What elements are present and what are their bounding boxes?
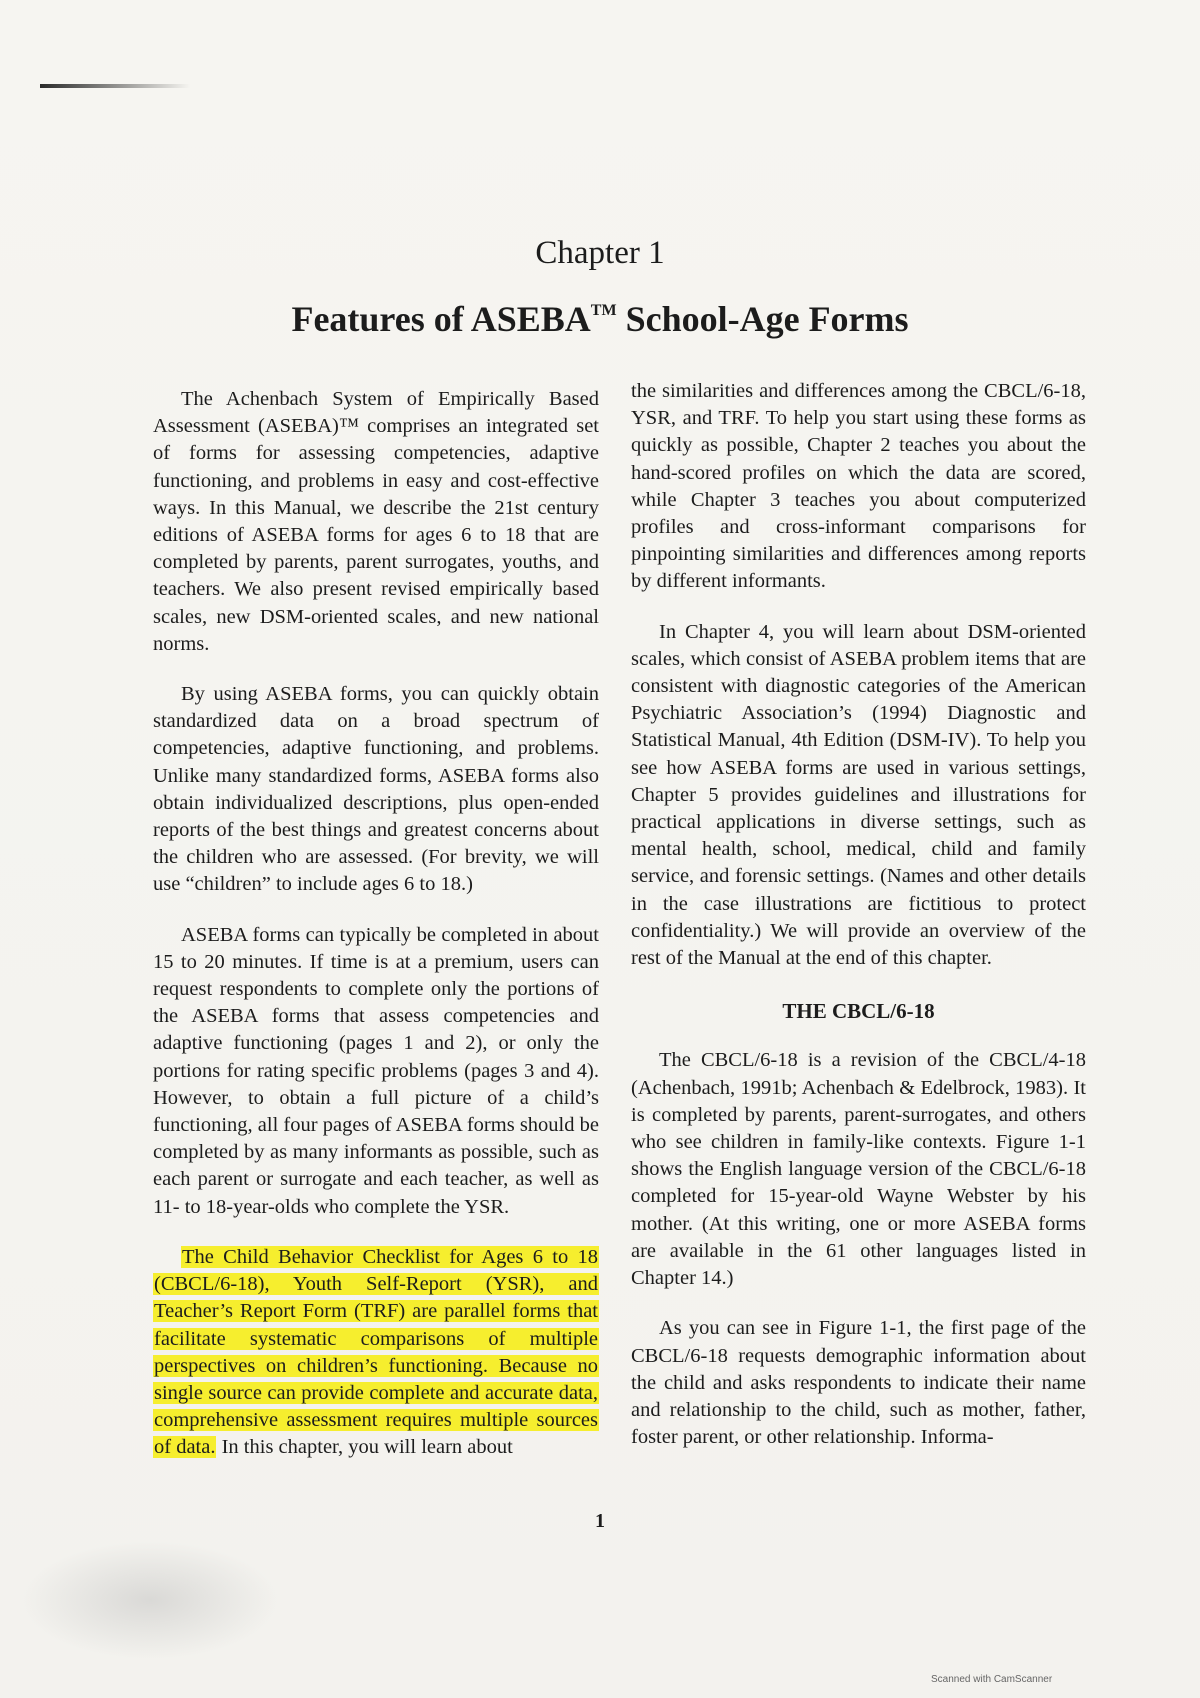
scanner-watermark: Scanned with CamScanner <box>931 1674 1053 1685</box>
trademark-mark: TM <box>590 302 617 319</box>
chapter-title-part1: Features of ASEBA <box>291 299 591 339</box>
right-paragraph-3: The CBCL/6-18 is a revision of the CBCL/4-18 (Achenbach, 1991b; Achenbach & Edelbrock, 1983). It is completed by parents, parent-surrogates, and others who see children in family-like contexts. Figure 1-1 shows the English language version of the CBCL/6-18 completed for 15-year-old Wayne Webster by his mother. (At this writing, one or more ASEBA forms are available in the 61 other languages listed in Chapter 14.) <box>631 1049 1086 1290</box>
scan-edge-mark <box>40 84 190 88</box>
right-paragraph-2: In Chapter 4, you will learn about DSM-oriented scales, which consist of ASEBA problem items that are consistent with diagnostic categories of the American Psychiatric Association’s (1994) Diagnostic and Statistical Manual, 4th Edition (DSM-IV). To help you see how ASEBA forms are used in various settings, Chapter 5 provides guidelines and illustrations for practical applications in diverse settings, such as mental health, school, medical, child and family service, and forensic settings. (Names and other details in the case illustrations are fictitious to protect confidentiality.) We will provide an overview of the rest of the Manual at the end of this chapter. <box>631 620 1086 970</box>
chapter-label: Chapter 1 <box>535 235 665 271</box>
right-column <box>631 378 1086 1474</box>
highlighted-text: The Child Behavior Checklist for Ages 6 to 18 (CBCL/6-18), Youth Self-Report (YSR), and Teacher’s Report Form (TRF) are parallel forms that facilitate systematic comparisons of multiple perspectives on children’s functioning. Because no single source can provide complete and accurate data, comprehensive assessment requires multiple sources of data. <box>154 1245 598 1459</box>
right-paragraph-1: the similarities and differences among the CBCL/6-18, YSR, and TRF. To help you start using these forms as quickly as possible, Chapter 2 teaches you about the hand-scored profiles on which the data are scored, while Chapter 3 teaches you about computerized profiles and cross-informant comparisons for pinpointing similarities and differences among reports by different informants. <box>631 380 1086 593</box>
left-paragraph-4 <box>153 1244 599 1462</box>
left-paragraph-2: By using ASEBA forms, you can quickly obtain standardized data on a broad spectrum of competencies, adaptive functioning, and problems. Unlike many standardized forms, ASEBA forms also obtain individualized descriptions, plus open-ended reports of the best things and greatest concerns about the children who are assessed. (For brevity, we will use “children” to include ages 6 to 18.) <box>153 683 599 896</box>
chapter-title-part2: School-Age Forms <box>616 299 909 339</box>
chapter-title <box>0 298 1200 340</box>
left-paragraph-1: The Achenbach System of Empirically Based Assessment (ASEBA)™ comprises an integrated set of forms for assessing competencies, adaptive functioning, and problems in easy and cost-effective ways. In this Manual, we describe the 21st century editions of ASEBA forms for ages 6 to 18 that are completed by parents, parent surrogates, youths, and teachers. We also present revised empirically based scales, new DSM-oriented scales, and new national norms. <box>153 388 599 655</box>
page-number: 1 <box>595 1510 605 1532</box>
left-paragraph-4-rest: In this chapter, you will learn about <box>216 1436 513 1459</box>
right-paragraph-4: As you can see in Figure 1-1, the first page of the CBCL/6-18 requests demographic information about the child and asks respondents to indicate their name and relationship to the child, such as mother, father, foster parent, or other relationship. Informa- <box>631 1317 1086 1449</box>
left-paragraph-3: ASEBA forms can typically be completed in about 15 to 20 minutes. If time is at a premium, users can request respondents to complete only the portions of the ASEBA forms that assess competencies and adaptive functioning (pages 1 and 2), or only the portions for rating specific problems (pages 3 and 4). However, to obtain a full picture of a child’s functioning, all four pages of ASEBA forms should be completed by as many informants as possible, such as each parent or surrogate and each teacher, as well as 11- to 18-year-olds who complete the YSR. <box>153 923 599 1218</box>
section-heading: THE CBCL/6-18 <box>782 999 935 1024</box>
left-column <box>153 386 599 1485</box>
scan-smudge <box>20 1540 280 1660</box>
